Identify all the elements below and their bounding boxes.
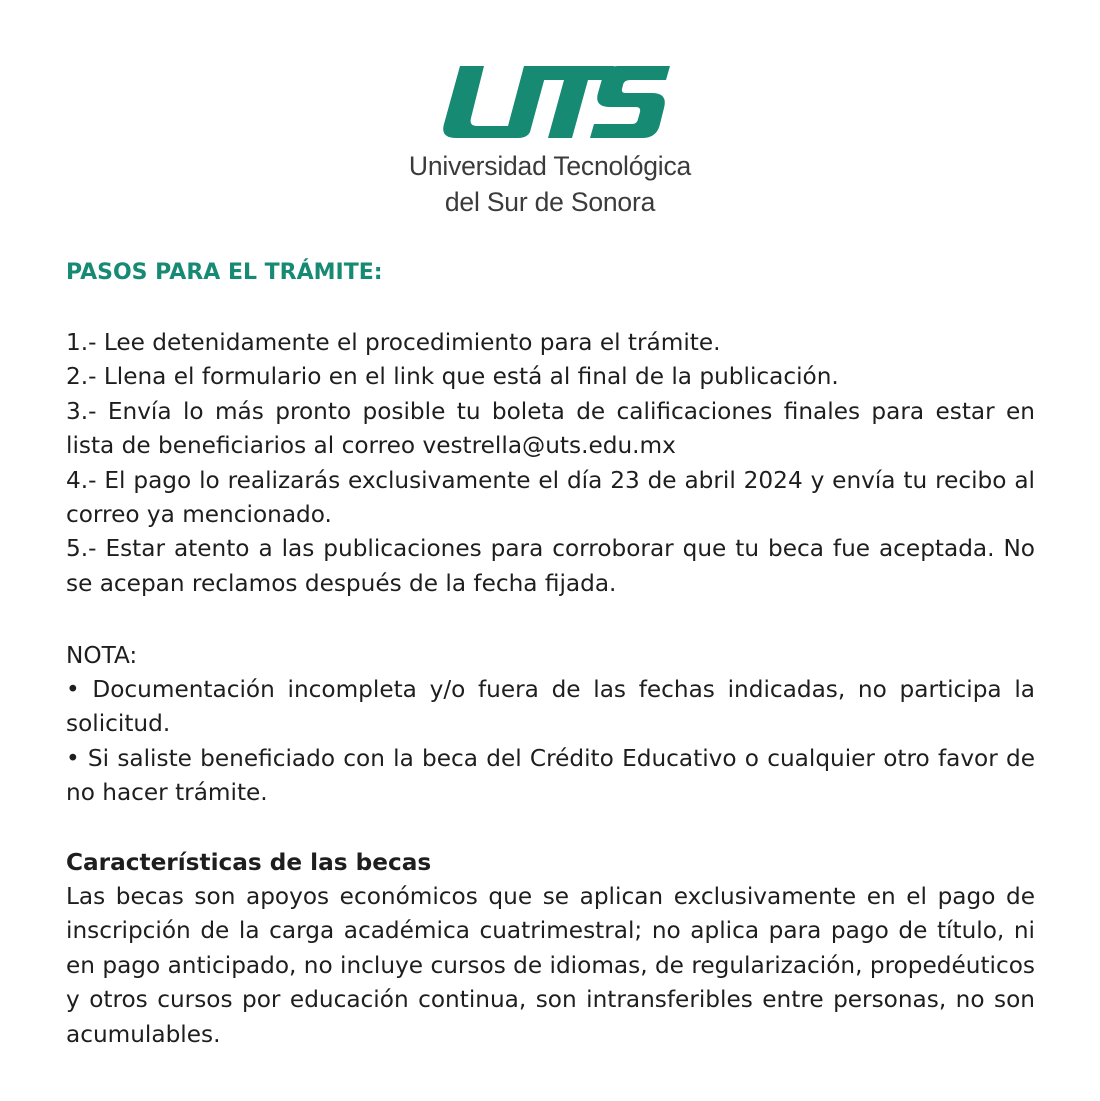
step-item-3: 3.- Envía lo más pronto posible tu boleta de calificaciones finales para estar en lista de beneficiarios al correo vestrella@uts.edu.mx — [66, 397, 1035, 460]
uts-logo-icon — [438, 62, 670, 140]
steps-heading: PASOS PARA EL TRÁMITE: — [66, 260, 383, 285]
characteristics-text: Las becas son apoyos económicos que se aplican exclusivamente en el pago de inscripción de la carga académica cuatrimestral; no aplica para pago de título, ni en pago anticipado, no incluye cursos de idiomas, de regularización, propedéuticos y otros cursos por educación continua, son intransferibles entre personas, no son acumulables. — [66, 883, 1035, 1048]
step-item-5: 5.- Estar atento a las publicaciones para corroborar que tu beca fue aceptada. No se acepan reclamos después de la fecha fijada. — [66, 535, 1035, 597]
note-heading: NOTA: — [66, 642, 138, 669]
university-logo — [380, 58, 720, 223]
university-name-line2: del Sur de Sonora — [444, 187, 656, 217]
note-item-1: • Documentación incompleta y/o fuera de las fechas indicadas, no participa la solicitud. — [66, 676, 1035, 738]
characteristics-heading: Características de las becas — [66, 849, 432, 876]
note-item-2: • Si saliste beneficiado con la beca del Crédito Educativo o cualquier otro favor de no hacer trámite. — [66, 744, 1035, 807]
note-list — [66, 673, 1035, 811]
steps-list — [66, 326, 1035, 601]
step-item-4: 4.- El pago lo realizarás exclusivamente el día 23 de abril 2024 y envía tu recibo al correo ya mencionado. — [66, 466, 1035, 529]
step-item-2: 2.- Llena el formulario en el link que está al final de la publicación. — [66, 363, 839, 391]
university-name-line1: Universidad Tecnológica — [408, 151, 692, 181]
step-item-1: 1.- Lee detenidamente el procedimiento para el trámite. — [66, 329, 721, 356]
